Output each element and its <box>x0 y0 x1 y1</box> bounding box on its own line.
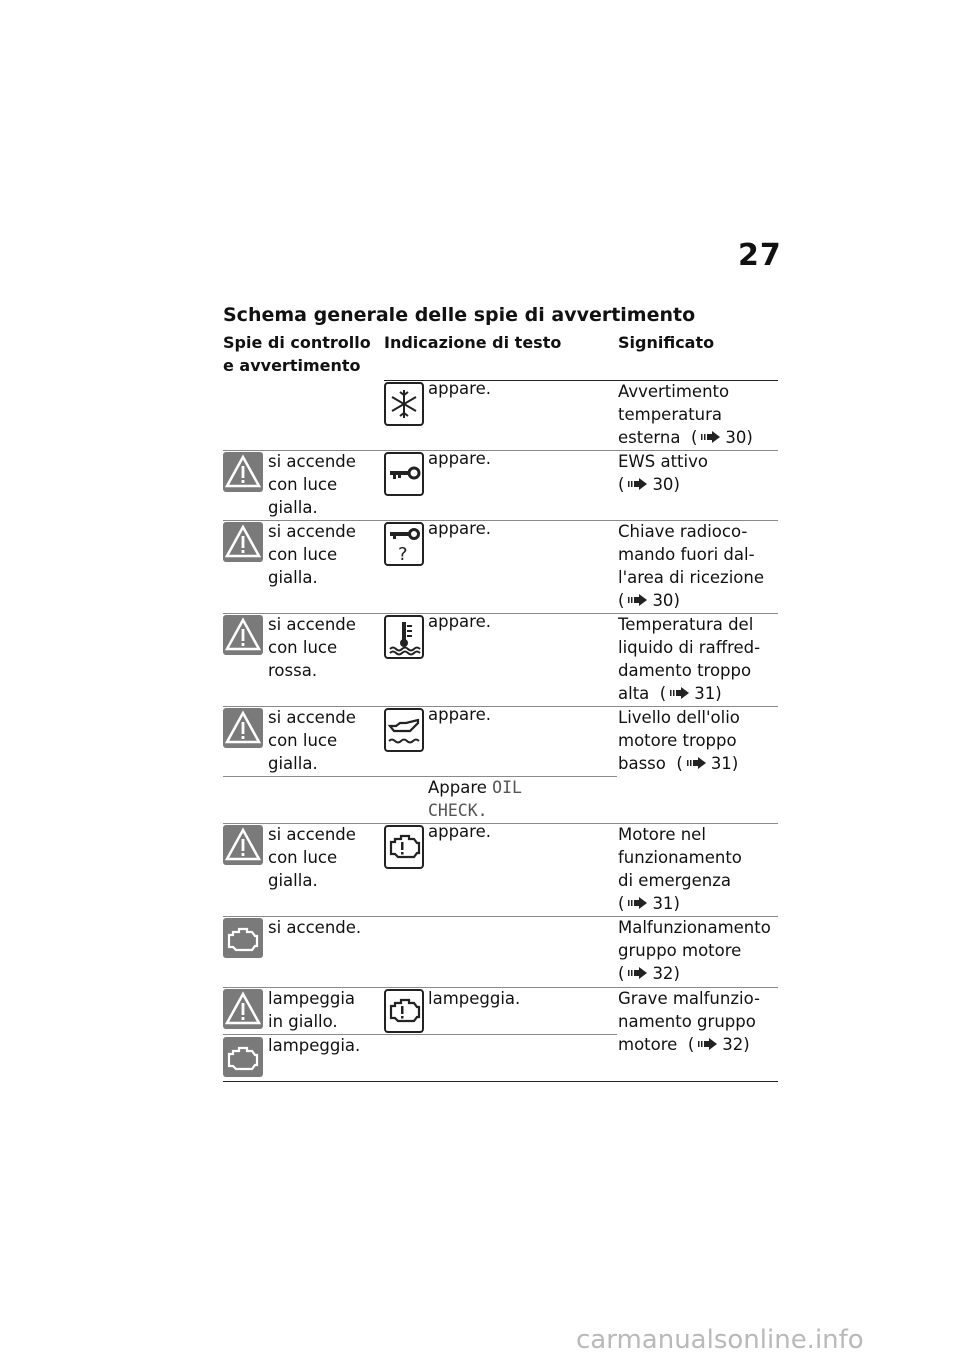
warning-triangle-icon <box>223 452 263 492</box>
header-col1-line2: e avvertimento <box>223 356 361 375</box>
warning-triangle-icon <box>223 989 263 1029</box>
page-reference[interactable]: ( 31) <box>618 894 680 913</box>
coolant-temperature-icon <box>384 615 424 659</box>
text-indication: appare. <box>428 612 491 631</box>
meaning-line: namento gruppo <box>618 1012 756 1031</box>
table-bottom-rule <box>223 1081 778 1082</box>
text-indication: appare. <box>428 379 491 398</box>
meaning <box>618 450 708 496</box>
meaning-line: Chiave radioco- <box>618 522 748 541</box>
meaning-line: motore troppo <box>618 731 737 750</box>
meaning-line: Motore nel <box>618 825 706 844</box>
indicator-state: lampeggia. <box>268 1036 361 1055</box>
warning-triangle-icon <box>223 615 263 655</box>
meaning <box>618 613 760 705</box>
indicator-state: si accende. <box>268 918 362 937</box>
warning-triangle-icon <box>223 825 263 865</box>
meaning-line: Malfunzionamento <box>618 918 771 937</box>
indicator-state: si accende con luce gialla. <box>268 452 356 517</box>
meaning-line: Temperatura del <box>618 615 754 634</box>
reference-arrow-icon <box>700 430 722 444</box>
indicator-state: si accende con luce gialla. <box>268 825 356 890</box>
meaning-line <box>618 892 742 915</box>
svg-text:?: ? <box>398 544 408 565</box>
meaning-line: Avvertimento <box>618 382 730 401</box>
header-col1 <box>223 331 371 377</box>
meaning-line: EWS attivo <box>618 452 708 471</box>
meaning <box>618 916 771 985</box>
meaning <box>618 823 742 915</box>
watermark-footer: carmanualsonline.info <box>576 1325 864 1355</box>
engine-lamp-icon <box>223 918 263 958</box>
text-indication-oil-check: Appare OIL CHECK. <box>428 778 522 820</box>
meaning-line: damento troppo <box>618 661 752 680</box>
reference-arrow-icon <box>627 593 649 607</box>
page-reference[interactable]: ( 31) <box>659 684 722 703</box>
text-indication: appare. <box>428 705 491 724</box>
meaning-line: liquido di raffred- <box>618 638 761 657</box>
meaning-line: mando fuori dal- <box>618 545 755 564</box>
reference-arrow-icon <box>627 477 649 491</box>
reference-arrow-icon <box>669 686 691 700</box>
meaning-line: Grave malfunzio- <box>618 989 760 1008</box>
header-col1-line1: Spie di controllo <box>223 333 371 352</box>
page-number: 27 <box>738 238 782 273</box>
indicator-state: si accende con luce rossa. <box>268 615 356 680</box>
key-icon <box>384 452 424 496</box>
header-col3: Significato <box>618 333 715 352</box>
indicator-state: lampeggia in giallo. <box>268 989 356 1031</box>
meaning <box>618 520 764 612</box>
reference-arrow-icon <box>627 966 649 980</box>
warning-triangle-icon <box>223 522 263 562</box>
page-reference[interactable]: ( 32) <box>618 964 680 983</box>
reference-arrow-icon <box>627 896 649 910</box>
page-reference[interactable]: ( 30) <box>690 428 753 447</box>
page-title: Schema generale delle spie di avvertimento <box>223 304 696 326</box>
meaning-line: motore ( 32) <box>618 1035 750 1054</box>
text-indication: lampeggia. <box>428 989 521 1008</box>
meaning-line: Livello dell'olio <box>618 708 740 727</box>
snowflake-icon <box>384 382 424 426</box>
warning-triangle-icon <box>223 708 263 748</box>
meaning-line: basso ( 31) <box>618 754 739 773</box>
meaning-line: di emergenza <box>618 871 732 890</box>
meaning-line: alta ( 31) <box>618 684 722 703</box>
text-indication: appare. <box>428 449 491 468</box>
meaning-line: temperatura <box>618 405 723 424</box>
oil-can-icon <box>384 708 424 752</box>
engine-lamp-icon <box>223 1037 263 1077</box>
text-indication: appare. <box>428 519 491 538</box>
meaning-line <box>618 589 764 612</box>
meaning <box>618 706 740 775</box>
page-reference[interactable]: ( 32) <box>687 1035 750 1054</box>
row-divider <box>223 776 617 777</box>
meaning-line: gruppo motore <box>618 941 742 960</box>
meaning <box>618 380 753 449</box>
meaning-line: l'area di ricezione <box>618 568 765 587</box>
meaning <box>618 987 760 1056</box>
meaning-line: funzionamento <box>618 848 742 867</box>
indicator-state: si accende con luce gialla. <box>268 522 356 587</box>
reference-arrow-icon <box>697 1037 719 1051</box>
meaning-line <box>618 962 771 985</box>
key-question-icon <box>384 522 424 566</box>
header-col2: Indicazione di testo <box>384 333 562 352</box>
text-indication: appare. <box>428 822 491 841</box>
meaning-line <box>618 473 708 496</box>
meaning-line: esterna ( 30) <box>618 428 753 447</box>
reference-arrow-icon <box>686 756 708 770</box>
engine-icon <box>384 825 424 869</box>
page-reference[interactable]: ( 30) <box>618 475 680 494</box>
page-reference[interactable]: ( 30) <box>618 591 680 610</box>
page-reference[interactable]: ( 31) <box>676 754 739 773</box>
engine-icon <box>384 989 424 1033</box>
indicator-state: si accende con luce gialla. <box>268 708 356 773</box>
